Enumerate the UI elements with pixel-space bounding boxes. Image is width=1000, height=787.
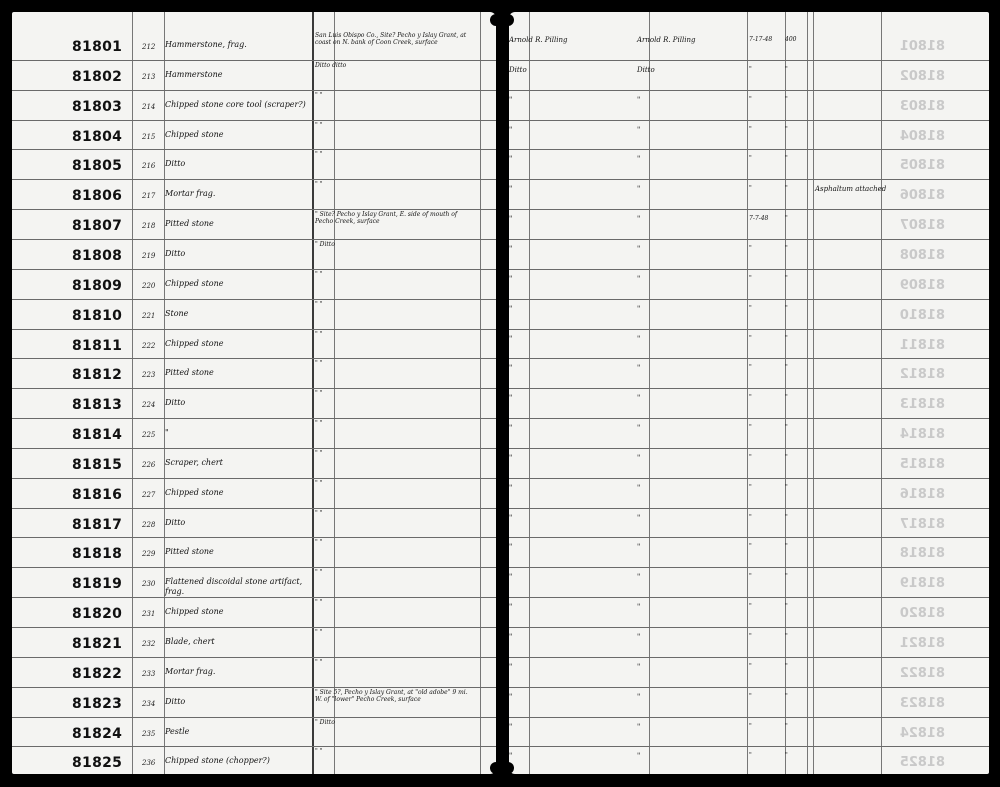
- field-number: 216: [142, 162, 156, 171]
- ledger-row: [12, 239, 496, 269]
- donor: ": [637, 364, 641, 373]
- ledger-row: [509, 478, 989, 508]
- bleedthrough-number: 81807: [899, 218, 945, 234]
- donor: ": [637, 95, 641, 104]
- date-received: ": [749, 394, 752, 402]
- field-number: 213: [142, 72, 156, 81]
- collector: ": [509, 304, 513, 313]
- locality: " ": [315, 360, 323, 368]
- donor: ": [637, 394, 641, 403]
- catalog-number: 81809: [72, 277, 123, 294]
- catalog-number: 81819: [72, 576, 123, 593]
- bleedthrough-number: 81816: [899, 486, 945, 502]
- object-description: Blade, chert: [165, 637, 215, 646]
- date-received: ": [749, 483, 752, 491]
- field-number: 229: [142, 550, 156, 559]
- accession-number: ": [785, 215, 788, 223]
- ledger-row: [509, 388, 989, 418]
- collector: ": [509, 95, 513, 104]
- bleedthrough-number: 81824: [899, 725, 945, 741]
- locality: " ": [315, 658, 323, 666]
- ledger-row: [12, 60, 496, 90]
- field-number: 224: [142, 401, 156, 410]
- collector: ": [509, 394, 513, 403]
- date-received: ": [749, 274, 752, 282]
- object-description: Chipped stone: [165, 338, 224, 348]
- ledger-row: [509, 717, 989, 747]
- object-description: Chipped stone: [165, 278, 224, 288]
- ledger-row: [12, 478, 496, 508]
- field-number: 236: [142, 759, 156, 768]
- ledger-row: [12, 508, 496, 538]
- date-received: ": [749, 752, 752, 760]
- accession-number: 400: [785, 36, 797, 43]
- locality: " ": [315, 509, 323, 517]
- field-number: 223: [142, 371, 156, 380]
- bleedthrough-number: 81808: [899, 247, 945, 263]
- donor: ": [637, 334, 641, 343]
- bleedthrough-number: 81803: [899, 98, 945, 114]
- accession-number: ": [785, 603, 788, 611]
- catalog-number: 81814: [72, 427, 123, 444]
- bleedthrough-number: 81825: [899, 755, 945, 771]
- donor: ": [637, 633, 641, 641]
- field-number: 218: [142, 222, 156, 231]
- catalog-number: 81803: [72, 98, 123, 115]
- ledger-row: [12, 657, 496, 687]
- date-received: ": [749, 244, 752, 252]
- bleedthrough-number: 81811: [899, 337, 945, 353]
- ledger-row: [12, 537, 496, 567]
- locality: " ": [315, 300, 323, 308]
- ledger-row: [509, 358, 989, 388]
- collector: ": [509, 453, 513, 462]
- locality: " ": [315, 748, 323, 756]
- catalog-number: 81818: [72, 546, 123, 563]
- accession-number: ": [785, 125, 788, 133]
- catalog-number: 81816: [72, 486, 123, 503]
- locality: " Site? Pecho y Islay Grant, E. side of mouth of Pecho Creek, surface: [315, 211, 458, 226]
- ledger-row: [12, 179, 496, 209]
- accession-number: ": [785, 483, 788, 491]
- field-number: 217: [142, 192, 156, 201]
- ledger-row: [509, 418, 989, 448]
- date-received: ": [749, 662, 752, 670]
- donor: ": [637, 155, 641, 164]
- accession-number: ": [785, 424, 788, 432]
- object-description: Chipped stone: [165, 129, 224, 139]
- book-gutter: [496, 0, 509, 787]
- catalog-number: 81815: [72, 456, 123, 473]
- date-received: ": [749, 65, 752, 73]
- binding-ring: [490, 14, 514, 26]
- locality: " ": [315, 121, 323, 129]
- collector: ": [509, 603, 513, 612]
- accession-number: ": [785, 543, 788, 551]
- collector: ": [509, 244, 513, 253]
- bleedthrough-number: 81822: [899, 665, 945, 681]
- date-received: ": [749, 692, 752, 700]
- ledger-row: [12, 687, 496, 717]
- bleedthrough-number: 81805: [899, 158, 945, 174]
- ledger-row: [509, 149, 989, 179]
- ledger-row: [12, 329, 496, 359]
- accession-number: ": [785, 633, 788, 640]
- date-received: ": [749, 125, 752, 133]
- ledger-row: [12, 149, 496, 179]
- catalog-number: 81820: [72, 606, 123, 623]
- left-ledger-page: [12, 12, 496, 774]
- ledger-row: [509, 299, 989, 329]
- locality: " ": [315, 330, 323, 338]
- date-received: ": [749, 155, 752, 163]
- bleedthrough-number: 81812: [899, 367, 945, 383]
- ledger-row: [12, 717, 496, 747]
- ledger-row: [509, 537, 989, 567]
- object-description: Chipped stone (chopper?): [165, 756, 270, 766]
- bleedthrough-number: 81802: [899, 68, 945, 84]
- collector: ": [509, 513, 513, 522]
- catalog-number: 81811: [72, 337, 123, 354]
- ledger-row: [509, 597, 989, 627]
- catalog-number: 81807: [72, 218, 123, 235]
- catalog-number: 81812: [72, 367, 123, 384]
- ledger-row: [509, 567, 989, 597]
- donor: ": [637, 483, 641, 492]
- accession-number: ": [785, 453, 788, 461]
- field-number: 233: [142, 669, 156, 678]
- field-number: 234: [142, 699, 156, 708]
- ledger-row: [12, 358, 496, 388]
- date-received: ": [749, 453, 752, 461]
- object-description: Pitted stone: [165, 547, 214, 557]
- object-description: Stone: [165, 308, 189, 318]
- bleedthrough-number: 81817: [899, 516, 945, 532]
- catalog-number: 81824: [72, 725, 123, 742]
- locality: " ": [315, 569, 323, 577]
- collector: ": [509, 483, 513, 492]
- accession-number: ": [785, 722, 788, 730]
- object-description: Flattened discoidal stone artifact, frag.: [165, 577, 303, 597]
- object-description: Chipped stone: [165, 607, 224, 617]
- field-number: 231: [142, 610, 156, 619]
- accession-number: ": [785, 364, 788, 372]
- donor: ": [637, 603, 641, 612]
- donor: ": [637, 662, 641, 671]
- collector: ": [509, 662, 513, 671]
- locality: " ": [315, 539, 323, 547]
- object-description: Ditto: [165, 159, 186, 169]
- bleedthrough-number: 81818: [899, 546, 945, 562]
- ledger-row: [509, 508, 989, 538]
- catalog-number: 81822: [72, 665, 123, 682]
- collector: ": [509, 274, 513, 283]
- donor: ": [637, 215, 641, 224]
- accession-number: ": [785, 155, 788, 163]
- locality: " ": [315, 479, 323, 487]
- catalog-number: 81823: [72, 695, 123, 712]
- object-description: Mortar frag.: [165, 189, 216, 199]
- donor: ": [637, 424, 641, 433]
- accession-number: ": [785, 185, 788, 193]
- field-number: 221: [142, 311, 156, 320]
- ledger-row: [12, 30, 496, 60]
- date-received: ": [749, 424, 752, 432]
- object-description: Pitted stone: [165, 219, 214, 229]
- ledger-row: [509, 120, 989, 150]
- collector: ": [509, 215, 513, 224]
- collector: ": [509, 125, 513, 134]
- object-description: Hammerstone, frag.: [165, 40, 247, 49]
- catalog-number: 81821: [72, 636, 123, 652]
- locality: " Ditto: [315, 718, 335, 726]
- locality: " ": [315, 420, 323, 428]
- date-received: 7-7-48: [749, 215, 769, 223]
- ledger-row: [509, 90, 989, 120]
- collector: Arnold R. Pilling: [509, 36, 568, 44]
- locality: " ": [315, 629, 323, 636]
- date-received: ": [749, 513, 752, 521]
- locality: " ": [315, 599, 323, 607]
- catalog-number: 81805: [72, 158, 123, 175]
- field-number: 228: [142, 520, 156, 529]
- ledger-row: [509, 746, 989, 774]
- bleedthrough-number: 81814: [899, 427, 945, 443]
- field-number: 227: [142, 490, 156, 499]
- accession-number: ": [785, 573, 788, 581]
- ledger-row: [12, 269, 496, 299]
- ledger-row: [12, 120, 496, 150]
- bleedthrough-number: 81809: [899, 277, 945, 293]
- remarks: Asphaltum attached: [815, 185, 887, 194]
- binding-ring: [490, 762, 514, 774]
- object-description: Pitted stone: [165, 368, 214, 378]
- date-received: 7-17-48: [749, 36, 773, 43]
- field-number: 212: [142, 43, 156, 51]
- collector: ": [509, 334, 513, 343]
- accession-number: ": [785, 513, 788, 521]
- collector: ": [509, 155, 513, 164]
- donor: ": [637, 304, 641, 313]
- date-received: ": [749, 185, 752, 193]
- catalog-number: 81804: [72, 128, 123, 145]
- catalog-number: 81825: [72, 755, 123, 772]
- accession-number: ": [785, 304, 788, 312]
- locality: " ": [315, 91, 323, 99]
- field-number: 222: [142, 341, 156, 350]
- collector: ": [509, 692, 513, 701]
- locality: " ": [315, 390, 323, 398]
- date-received: ": [749, 543, 752, 551]
- locality: Ditto ditto: [315, 61, 347, 69]
- ledger-row: [509, 209, 989, 239]
- ledger-row: [12, 418, 496, 448]
- donor: ": [637, 573, 641, 582]
- field-number: 214: [142, 102, 156, 111]
- field-number: 232: [142, 640, 156, 648]
- ledger-row: [12, 299, 496, 329]
- collector: ": [509, 573, 513, 582]
- collector: Ditto: [509, 65, 527, 74]
- date-received: ": [749, 334, 752, 342]
- object-description: ": [165, 428, 169, 438]
- field-number: 219: [142, 251, 156, 260]
- accession-number: ": [785, 65, 788, 73]
- donor: ": [637, 453, 641, 462]
- bleedthrough-number: 81813: [899, 397, 945, 413]
- object-description: Chipped stone core tool (scraper?): [165, 99, 306, 109]
- bleedthrough-number: 81820: [899, 606, 945, 622]
- ledger-row: [509, 269, 989, 299]
- bleedthrough-number: 81810: [899, 307, 945, 323]
- locality: San Luis Obispo Co., Site? Pecho y Islay Grant, at coast on N. bank of Coon Creek, surface: [315, 32, 467, 46]
- accession-number: ": [785, 95, 788, 103]
- collector: ": [509, 722, 513, 731]
- field-number: 220: [142, 281, 156, 290]
- right-ledger-page: [509, 12, 989, 774]
- ledger-row: [12, 209, 496, 239]
- bleedthrough-number: 81823: [899, 695, 945, 711]
- ledger-row: [12, 597, 496, 627]
- accession-number: ": [785, 692, 788, 700]
- object-description: Ditto: [165, 398, 186, 408]
- bleedthrough-number: 81819: [899, 576, 945, 592]
- object-description: Ditto: [165, 248, 186, 258]
- accession-number: ": [785, 752, 788, 760]
- donor: ": [637, 185, 641, 194]
- ledger-row: [12, 448, 496, 478]
- donor: Ditto: [637, 65, 655, 74]
- collector: ": [509, 543, 513, 552]
- field-number: 226: [142, 460, 156, 469]
- donor: Arnold R. Pilling: [637, 36, 696, 44]
- donor: ": [637, 274, 641, 283]
- locality: " Ditto: [315, 240, 335, 248]
- collector: ": [509, 752, 513, 761]
- catalog-number: 81801: [72, 39, 123, 55]
- bleedthrough-number: 81806: [899, 188, 945, 204]
- bleedthrough-number: 81804: [899, 128, 945, 144]
- donor: ": [637, 692, 641, 701]
- ledger-row: [509, 239, 989, 269]
- accession-number: ": [785, 334, 788, 342]
- donor: ": [637, 513, 641, 522]
- date-received: ": [749, 573, 752, 581]
- date-received: ": [749, 603, 752, 611]
- collector: ": [509, 633, 513, 641]
- field-number: 235: [142, 729, 156, 738]
- object-description: Ditto: [165, 517, 186, 527]
- date-received: ": [749, 364, 752, 372]
- object-description: Mortar frag.: [165, 666, 216, 676]
- accession-number: ": [785, 394, 788, 402]
- date-received: ": [749, 304, 752, 312]
- object-description: Ditto: [165, 696, 186, 706]
- locality: " ": [315, 151, 323, 159]
- object-description: Scraper, chert: [165, 457, 223, 467]
- locality: " Site 5?, Pecho y Islay Grant, at "old adobe" 9 mi. W. of "lower" Pecho Creek, surface: [315, 688, 468, 703]
- accession-number: ": [785, 274, 788, 282]
- accession-number: ": [785, 244, 788, 252]
- field-number: 225: [142, 431, 156, 440]
- donor: ": [637, 722, 641, 731]
- date-received: ": [749, 722, 752, 730]
- object-description: Chipped stone: [165, 487, 224, 497]
- locality: " ": [315, 270, 323, 278]
- ledger-row: [509, 657, 989, 687]
- ledger-row: [12, 627, 496, 657]
- ledger-row: [509, 30, 989, 60]
- date-received: ": [749, 633, 752, 640]
- object-description: Pestle: [165, 726, 190, 736]
- ledger-row: [509, 329, 989, 359]
- bleedthrough-number: 81821: [899, 636, 945, 651]
- ledger-row: [12, 90, 496, 120]
- ledger-row: [509, 687, 989, 717]
- catalog-number: 81808: [72, 247, 123, 264]
- catalog-number: 81806: [72, 188, 123, 205]
- ledger-row: [509, 179, 989, 209]
- catalog-number: 81802: [72, 68, 123, 85]
- donor: ": [637, 125, 641, 134]
- object-description: Hammerstone: [165, 69, 223, 79]
- bleedthrough-number: 81815: [899, 456, 945, 472]
- accession-number: ": [785, 662, 788, 670]
- ledger-row: [12, 388, 496, 418]
- donor: ": [637, 543, 641, 552]
- ledger-row: [509, 627, 989, 657]
- ledger-row: [12, 567, 496, 597]
- ledger-row: [509, 60, 989, 90]
- catalog-number: 81817: [72, 516, 123, 533]
- ledger-row: [509, 448, 989, 478]
- field-number: 230: [142, 580, 156, 589]
- catalog-number: 81813: [72, 397, 123, 414]
- collector: ": [509, 185, 513, 194]
- collector: ": [509, 364, 513, 373]
- field-number: 215: [142, 132, 156, 141]
- date-received: ": [749, 95, 752, 103]
- catalog-number: 81810: [72, 307, 123, 324]
- locality: " ": [315, 449, 323, 457]
- donor: ": [637, 752, 641, 761]
- donor: ": [637, 244, 641, 253]
- locality: " ": [315, 181, 323, 189]
- ledger-row: [12, 746, 496, 774]
- collector: ": [509, 424, 513, 433]
- bleedthrough-number: 81801: [899, 39, 945, 54]
